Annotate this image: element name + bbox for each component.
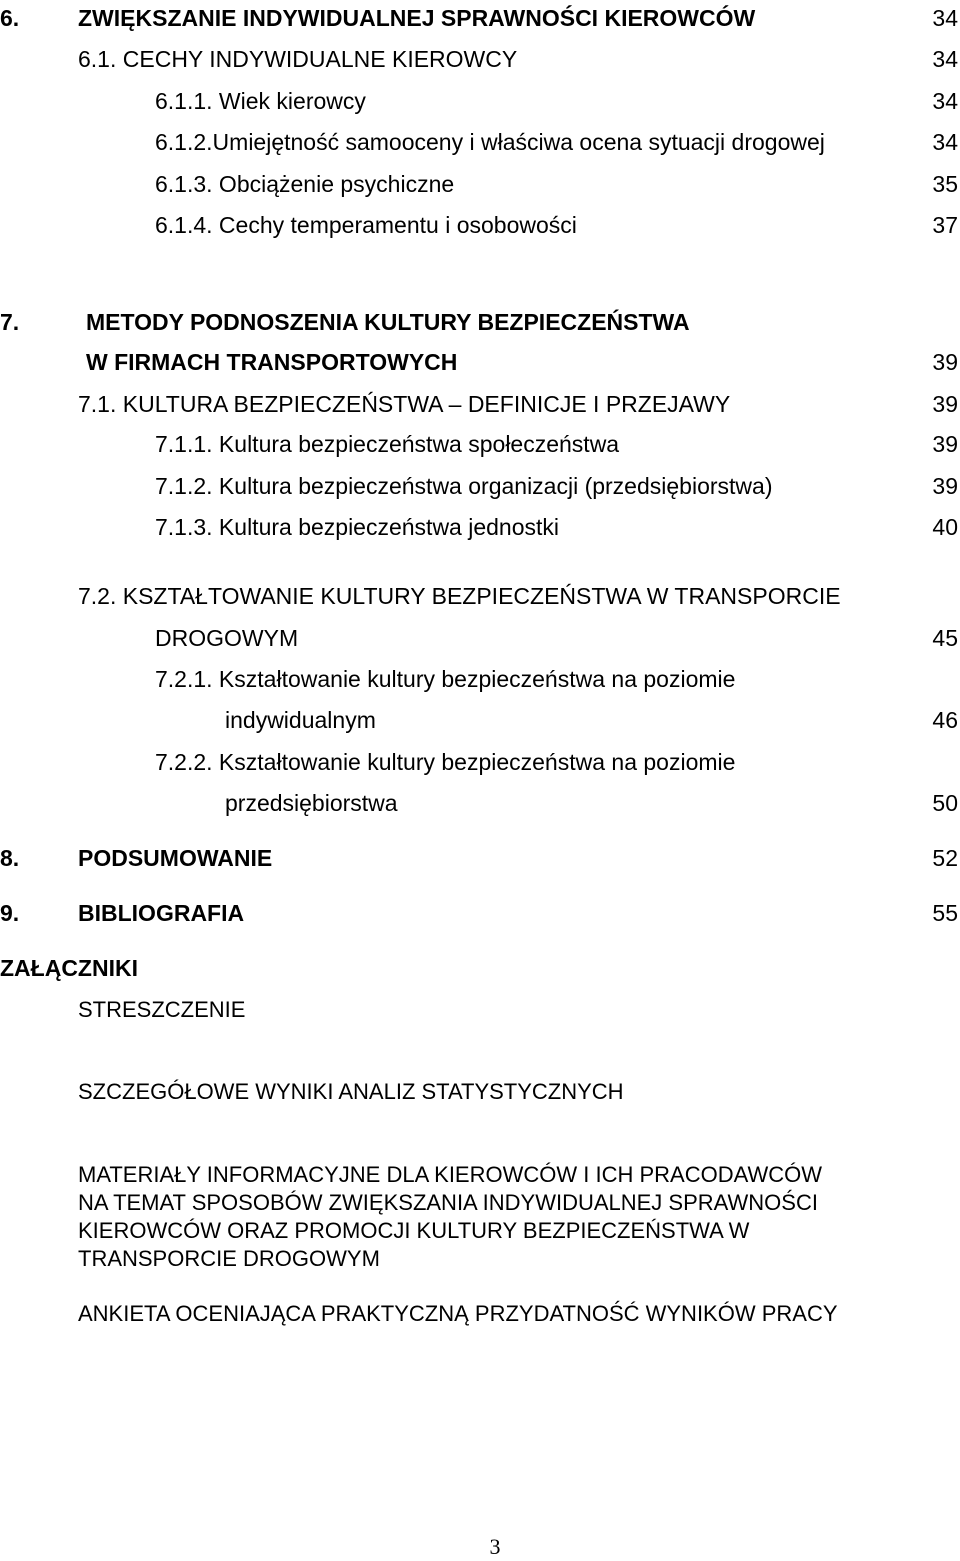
toc-entry-page: 45 (932, 625, 958, 651)
toc-entry-number: 9. (0, 900, 20, 926)
toc-entry-title: 7.2. KSZTAŁTOWANIE KULTURY BEZPIECZEŃSTWA W TRANSPORCIE (78, 583, 841, 609)
toc-entry-title: 6.1.4. Cechy temperamentu i osobowości (155, 212, 577, 238)
toc-entry-title: 6.1.3. Obciążenie psychiczne (155, 171, 455, 197)
toc-entry-title: 7.2.1. Kształtowanie kultury bezpieczeństwa na poziomie (155, 666, 736, 692)
toc-entry-page: 55 (932, 900, 958, 926)
toc-entry-title-continued: indywidualnym (225, 707, 376, 733)
toc-entry-page: 50 (932, 790, 958, 816)
toc-entry-title: 7.1.1. Kultura bezpieczeństwa społeczeństwa (155, 431, 620, 457)
toc-entry-title: 7.2.2. Kształtowanie kultury bezpieczeństwa na poziomie (155, 749, 736, 775)
toc-entry-title: 6.1.2.Umiejętność samooceny i właściwa ocena sytuacji drogowej (155, 129, 825, 155)
toc-entry-page: 39 (932, 431, 958, 457)
toc-entry-title: METODY PODNOSZENIA KULTURY BEZPIECZEŃSTWA (86, 309, 690, 335)
toc-entry-page: 52 (932, 845, 958, 871)
toc-entry-title: 7.1. KULTURA BEZPIECZEŃSTWA – DEFINICJE I PRZEJAWY (78, 391, 731, 417)
toc-entry-number: 8. (0, 845, 20, 871)
toc-entry-number: 7. (0, 309, 20, 335)
toc-entry-page: 39 (932, 473, 958, 499)
attachment-item[interactable]: ANKIETA OCENIAJĄCA PRAKTYCZNĄ PRZYDATNOŚĆ WYNIKÓW PRACY (78, 1301, 838, 1326)
attachment-line: NA TEMAT SPOSOBÓW ZWIĘKSZANIA INDYWIDUALNEJ SPRAWNOŚCI (78, 1190, 818, 1215)
toc-entry-number: 6. (0, 5, 20, 31)
attachment-line: MATERIAŁY INFORMACYJNE DLA KIEROWCÓW I ICH PRACODAWCÓW (78, 1162, 822, 1187)
toc-entry-page: 34 (932, 88, 958, 114)
toc-entry-page: 34 (932, 5, 958, 31)
toc-entry-page: 35 (932, 171, 958, 197)
toc-entry-title: 7.1.3. Kultura bezpieczeństwa jednostki (155, 514, 560, 540)
toc-entry-page: 34 (932, 46, 958, 72)
toc-entry-page: 46 (932, 707, 958, 733)
toc-entry-title-continued: DROGOWYM (155, 625, 299, 651)
toc-entry-title: BIBLIOGRAFIA (78, 900, 245, 926)
attachment-line: KIEROWCÓW ORAZ PROMOCJI KULTURY BEZPIECZEŃSTWA W (78, 1218, 750, 1243)
toc-entry-page: 34 (932, 129, 958, 155)
attachment-line: TRANSPORCIE DROGOWYM (78, 1246, 380, 1271)
toc-entry-title-continued: przedsiębiorstwa (225, 790, 398, 816)
toc-entry-page: 40 (932, 514, 958, 540)
toc-entry-title: ZWIĘKSZANIE INDYWIDUALNEJ SPRAWNOŚCI KIEROWCÓW (78, 5, 756, 31)
attachments-heading: ZAŁĄCZNIKI (0, 955, 138, 981)
toc-entry-page: 37 (932, 212, 958, 238)
attachment-item[interactable]: SZCZEGÓŁOWE WYNIKI ANALIZ STATYSTYCZNYCH (78, 1079, 624, 1104)
attachment-item[interactable]: STRESZCZENIE (78, 997, 246, 1022)
toc-entry-title: 6.1.1. Wiek kierowcy (155, 88, 366, 114)
toc-entry-page: 39 (932, 349, 958, 375)
toc-entry-page: 39 (932, 391, 958, 417)
page-number: 3 (489, 1534, 501, 1559)
toc-entry-title: PODSUMOWANIE (78, 845, 273, 871)
toc-entry-title: 6.1. CECHY INDYWIDUALNE KIEROWCY (78, 46, 518, 72)
toc-entry-title-continued: W FIRMACH TRANSPORTOWYCH (86, 349, 458, 375)
toc-entry-title: 7.1.2. Kultura bezpieczeństwa organizacji (przedsiębiorstwa) (155, 473, 773, 499)
